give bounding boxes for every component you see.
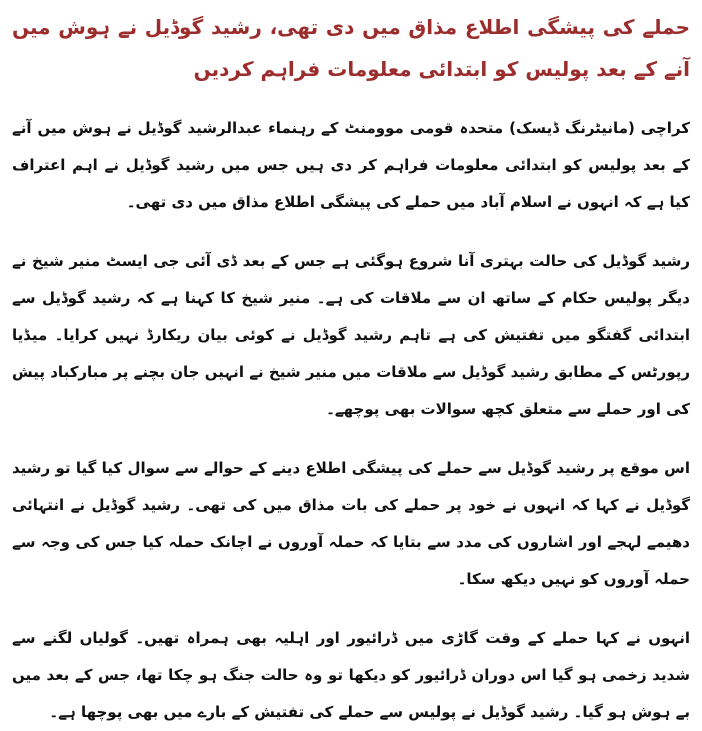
article-paragraph: رشید گوڈیل کی حالت بہتری آنا شروع ہوگئی ہے جس کے بعد ڈی آئی جی ایسٹ منیر شیخ نے دیگر پولیس حکام کے ساتھ ان سے ملاقات کی ہے۔ منیر شیخ کا کہنا ہے کہ رشید گوڈیل سے ابتدائی گفتگو میں تفتیش کی ہے تاہم رشید گوڈیل نے کوئی بیان ریکارڈ نہیں کرایا۔ میڈیا رپورٹس کے مطابق رشید گوڈیل سے ملاقات میں منیر شیخ نے انہیں جان بچنے پر مبارکباد پیش کی اور حملے سے متعلق کچھ سوالات بھی پوچھے۔ — [12, 252, 690, 418]
article-paragraph: کراچی (مانیٹرنگ ڈیسک) متحدہ قومی موومنٹ کے رہنماء عبدالرشید گوڈیل نے ہوش میں آنے کے بعد پولیس کو ابتدائی معلومات فراہم کر دی ہیں جس میں رشید گوڈیل نے اہم اعتراف کیا ہے کہ انہوں نے اسلام آباد میں حملے کی پیشگی اطلاع مذاق میں دی تھی۔ — [12, 119, 690, 211]
article-paragraph: اس موقع پر رشید گوڈیل سے حملے کی پیشگی اطلاع دینے کے حوالے سے سوال کیا گیا تو رشید گوڈیل نے کہا کہ انہوں نے خود پر حملے کی بات مذاق میں کی تھی۔ رشید گوڈیل نے انتہائی دھیمے لہجے اور اشاروں کی مدد سے بتایا کہ حملہ آوروں نے اچانک حملہ کیا جس کی وجہ سے حملہ آوروں کو نہیں دیکھ سکا۔ — [12, 459, 690, 588]
article-headline: حملے کی پیشگی اطلاع مذاق میں دی تھی، رشید گوڈیل نے ہوش میں آنے کے بعد پولیس کو ابتدائی معلومات فراہم کردیں — [12, 15, 690, 81]
article-paragraph: انہوں نے کہا حملے کے وقت گاڑی میں ڈرائیور اور اہلیہ بھی ہمراہ تھیں۔ گولیاں لگنے سے شدید زخمی ہو گیا اس دوران ڈرائیور کو دیکھا تو وہ حالت جنگ ہو چکا تھا، جس کے بعد میں بے ہوش ہو گیا۔ رشید گوڈیل نے پولیس سے حملے کی تفتیش کے بارے میں بھی پوچھا ہے۔ — [12, 629, 690, 721]
